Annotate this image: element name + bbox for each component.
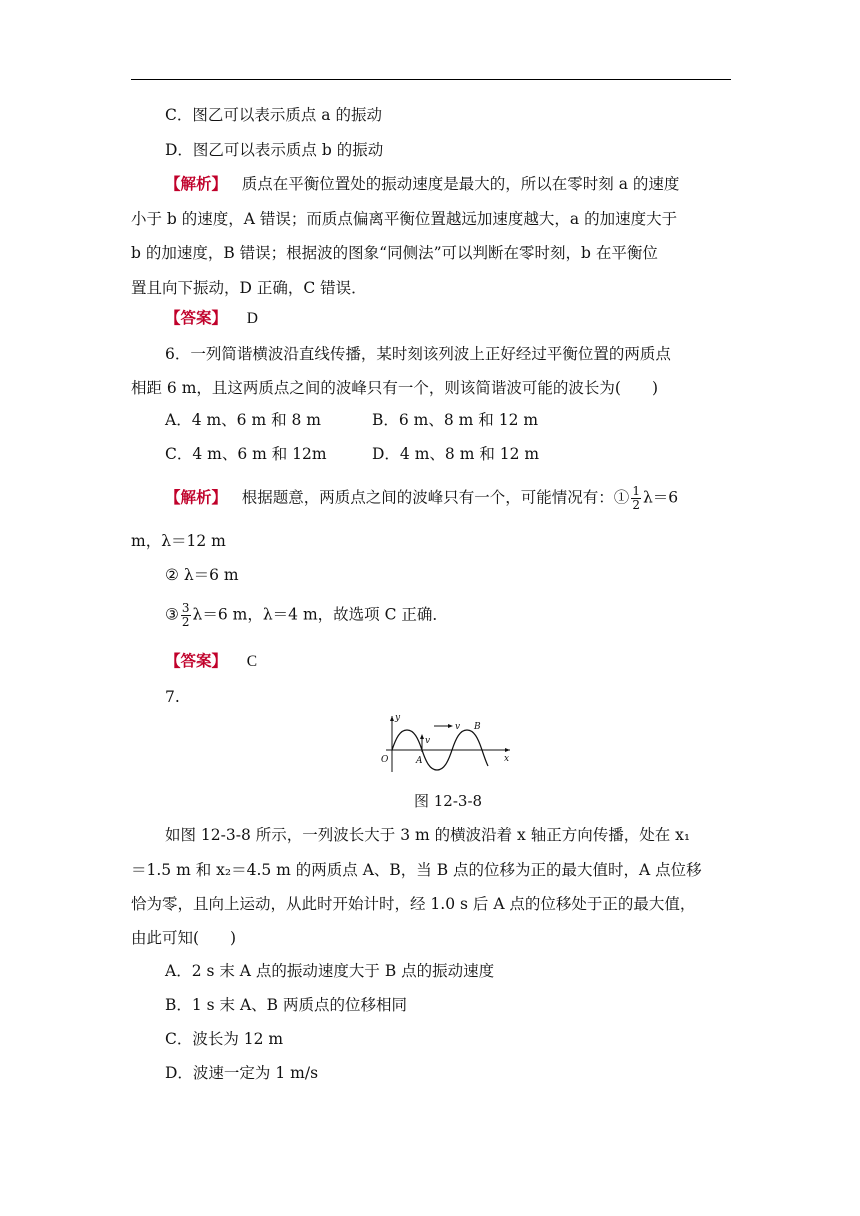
- option-c: C．图乙可以表示质点 a 的振动: [165, 106, 382, 124]
- option-d: D．波速一定为 1 m/s: [165, 1064, 319, 1082]
- velocity-arrow-a-head-icon: [420, 734, 424, 739]
- analysis-tag: 【解析】: [165, 488, 228, 507]
- analysis-text: 根据题意，两质点之间的波峰只有一个，可能情况有：①: [241, 488, 630, 507]
- question-line: 由此可知( ): [131, 929, 237, 947]
- answer-value: C: [246, 653, 258, 670]
- option-a: A．4 m、6 m 和 8 m: [165, 411, 322, 429]
- analysis-text: 质点在平衡位置处的振动速度是最大的，所以在零时刻 a 的速度: [241, 175, 680, 193]
- analysis-line: 置且向下振动，D 正确，C 错误．: [131, 279, 367, 297]
- answer-tag: 【答案】: [165, 309, 228, 327]
- figure-caption: 图 12-3-8: [414, 792, 483, 810]
- fraction-denominator: 2: [181, 615, 190, 629]
- option-c: C．4 m、6 m 和 12m: [165, 445, 327, 463]
- option-b: B．6 m、8 m 和 12 m: [372, 411, 539, 429]
- question-line: 6．一列简谐横波沿直线传播，某时刻该列波上正好经过平衡位置的两质点: [165, 345, 671, 363]
- answer-line: [165, 651, 257, 672]
- fraction-numerator: 3: [181, 601, 190, 615]
- answer-tag: 【答案】: [165, 652, 228, 670]
- propagation-arrow-head-icon: [448, 724, 453, 728]
- point-a-label: A: [416, 756, 423, 766]
- analysis-tag: 【解析】: [165, 175, 228, 193]
- option-d: D．图乙可以表示质点 b 的振动: [165, 141, 384, 159]
- point-b-label: B: [474, 722, 481, 732]
- analysis-line: b 的加速度，B 错误；根据波的图象“同侧法”可以判断在零时刻，b 在平衡位: [131, 244, 658, 262]
- analysis-line: [165, 174, 679, 194]
- velocity-label-a: v: [425, 736, 431, 746]
- wave-figure: [376, 712, 516, 774]
- analysis-line: ② λ＝6 m: [165, 566, 239, 584]
- fraction-numerator: 1: [632, 484, 640, 498]
- origin-label: O: [381, 755, 389, 765]
- x-axis-label: x: [504, 754, 510, 764]
- x-axis-arrow-icon: [505, 748, 510, 752]
- question-line: 如图 12-3-8 所示，一列波长大于 3 m 的横波沿着 x 轴正方向传播，处在 x₁: [165, 826, 691, 844]
- option-b: B．1 s 末 A、B 两质点的位移相同: [165, 996, 407, 1014]
- option-a: A．2 s 末 A 点的振动速度大于 B 点的振动速度: [165, 962, 495, 980]
- y-axis-arrow-icon: [390, 716, 394, 721]
- analysis-text: λ＝6: [642, 488, 679, 507]
- header-rule: [131, 79, 731, 80]
- question-line: ＝1.5 m 和 x₂＝4.5 m 的两质点 A、B，当 B 点的位移为正的最大值时，A 点位移: [131, 861, 702, 879]
- answer-line: [165, 308, 258, 329]
- fraction: [181, 602, 191, 629]
- option-c: C．波长为 12 m: [165, 1030, 284, 1048]
- analysis-text: ③: [165, 605, 179, 624]
- answer-value: D: [246, 310, 258, 327]
- velocity-label-top: v: [455, 722, 461, 732]
- question-line: 恰为零，且向上运动，从此时开始计时，经 1.0 s 后 A 点的位移处于正的最大值，: [131, 895, 696, 913]
- question-line: 相距 6 m，且这两质点之间的波峰只有一个，则该简谐波可能的波长为( ): [131, 379, 659, 397]
- analysis-text: λ＝6 m，λ＝4 m，故选项 C 正确．: [192, 605, 448, 624]
- fraction-denominator: 2: [632, 498, 640, 512]
- fraction: [631, 485, 641, 512]
- option-d: D．4 m、8 m 和 12 m: [372, 445, 540, 463]
- analysis-line: m，λ＝12 m: [131, 532, 226, 550]
- y-axis-label: y: [395, 713, 401, 723]
- analysis-line: [165, 485, 678, 512]
- question-number: 7.: [165, 688, 180, 706]
- analysis-line: 小于 b 的速度，A 错误；而质点偏离平衡位置越远加速度越大，a 的加速度大于: [131, 210, 678, 228]
- analysis-line: [165, 602, 448, 629]
